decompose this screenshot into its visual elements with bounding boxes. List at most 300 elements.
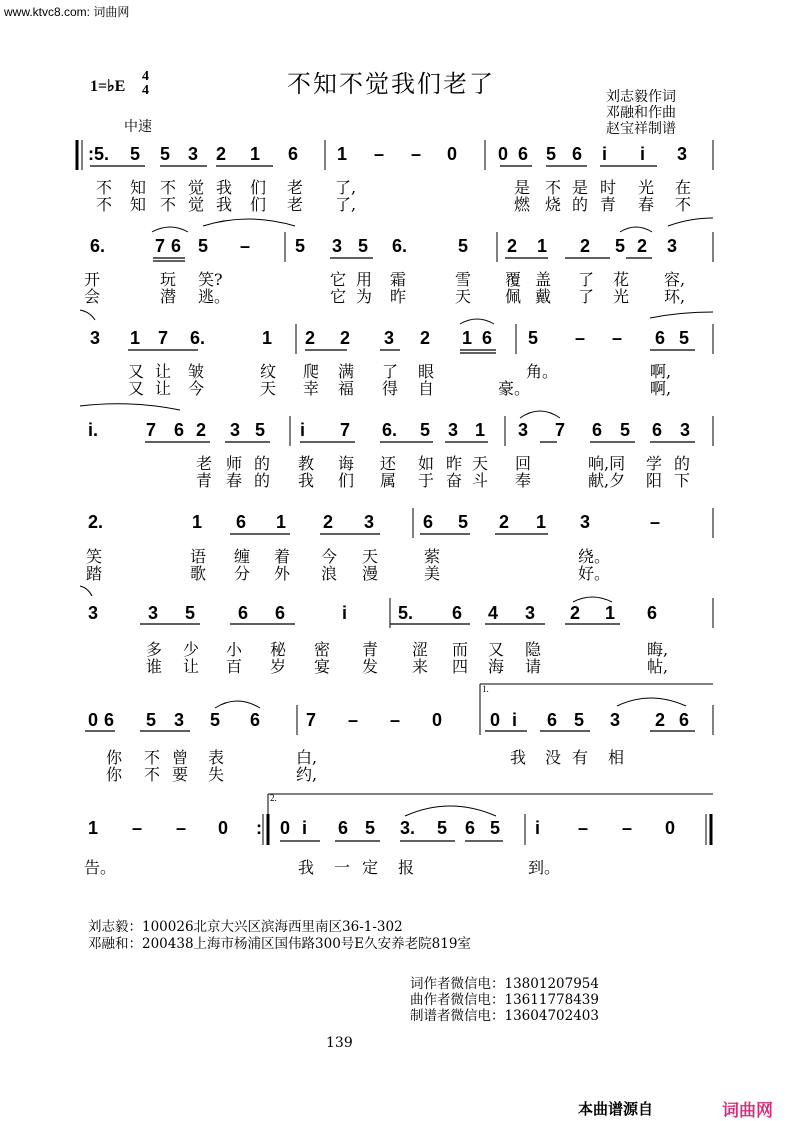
lyric: 下 xyxy=(674,471,691,490)
note: 6 xyxy=(647,603,658,623)
lyric: 雪 xyxy=(455,270,472,289)
lyric: 幸 xyxy=(303,379,320,398)
note: 3 xyxy=(518,420,529,440)
lyric: 请 xyxy=(525,657,542,676)
note: 5 xyxy=(358,236,369,256)
note: 2 xyxy=(655,710,666,730)
lyric: 容, xyxy=(664,270,686,289)
time-sig-numerator: 4 xyxy=(142,69,149,84)
lyric: 盖 xyxy=(535,270,552,289)
lyric: 踏 xyxy=(86,564,103,583)
note: 1 xyxy=(130,328,141,348)
wechat-lyricist: 词作者微信电：13801207954 xyxy=(410,976,599,992)
lyric: 诲 xyxy=(338,454,355,473)
lyric: 不 xyxy=(545,178,562,197)
note: 5 xyxy=(420,420,431,440)
lyric: 要 xyxy=(172,765,189,784)
lyric: 涩 xyxy=(412,640,429,659)
lyricist-credit: 刘志毅作词 xyxy=(606,89,676,105)
lyric: 福 xyxy=(338,379,355,398)
note: 6 xyxy=(275,603,286,623)
lyric: 不 xyxy=(96,178,113,197)
note: 5 xyxy=(490,818,501,838)
lyric: 为 xyxy=(356,287,373,306)
volta-1-label: 1. xyxy=(482,684,489,694)
lyric: 绕。 xyxy=(578,547,611,566)
note: 5 xyxy=(437,818,448,838)
song-title: 不知不觉我们老了 xyxy=(287,70,495,98)
lyric: 着 xyxy=(274,547,291,566)
lyric: 今 xyxy=(188,379,205,398)
lyric: 我 xyxy=(216,195,233,214)
lyric: 我 xyxy=(510,748,527,767)
lyric: 昨 xyxy=(446,454,463,473)
lyric: 了 xyxy=(578,270,595,289)
note: 7 xyxy=(306,710,317,730)
lyric: 响,同 xyxy=(588,454,626,473)
wechat-arranger: 制谱者微信电：13604702403 xyxy=(410,1008,599,1024)
lyric: 白, xyxy=(296,748,318,767)
address-composer: 邓融和：200438上海市杨浦区国伟路300号E久安养老院819室 xyxy=(88,936,471,952)
note: 2 xyxy=(340,328,351,348)
lyric: 的 xyxy=(254,454,271,473)
repeat-dots: : xyxy=(88,144,94,164)
lyric: 定 xyxy=(362,858,379,877)
lyric: 青 xyxy=(600,195,617,214)
lyric: 的 xyxy=(674,454,691,473)
lyric: 光 xyxy=(638,178,655,197)
note: 0 xyxy=(447,144,458,164)
note: i xyxy=(302,818,308,838)
note: 4 xyxy=(488,603,499,623)
lyric: 宴 xyxy=(314,657,331,676)
lyric: 环, xyxy=(664,287,686,306)
note: 3 xyxy=(148,603,159,623)
lyric: 满 xyxy=(338,362,355,381)
lyric: 啊, xyxy=(650,379,672,398)
lyric: 烧 xyxy=(545,195,562,214)
lyric: 青 xyxy=(362,640,379,659)
note: 5 xyxy=(295,236,306,256)
note: 0 xyxy=(665,818,676,838)
note: 5 xyxy=(185,603,196,623)
note: 5 xyxy=(679,328,690,348)
lyric: 时 xyxy=(600,178,617,197)
lyric: 自 xyxy=(418,379,435,398)
note: – xyxy=(575,328,586,348)
lyric: 天 xyxy=(472,454,489,473)
note: 1 xyxy=(276,512,287,532)
lyric: 花 xyxy=(613,270,630,289)
lyric: 献,夕 xyxy=(588,471,626,490)
lyric: 又 xyxy=(488,640,505,659)
note: 6 xyxy=(547,710,558,730)
note: 3 xyxy=(610,710,621,730)
note: 6 xyxy=(482,328,493,348)
note: 1 xyxy=(605,603,616,623)
note: 2 xyxy=(507,236,518,256)
lyric: 会 xyxy=(84,287,101,306)
note: 5 xyxy=(255,420,266,440)
lyric: 奋 xyxy=(446,471,463,490)
lyric: 是 xyxy=(514,178,531,197)
note: 3 xyxy=(680,420,691,440)
lyric: 们 xyxy=(250,178,267,197)
lyric: 如 xyxy=(418,454,435,473)
note: – xyxy=(374,144,385,164)
lyric: 我 xyxy=(298,471,315,490)
lyric: 了, xyxy=(335,178,357,197)
lyric: 了, xyxy=(335,195,357,214)
lyric: 又 xyxy=(128,362,145,381)
lyric: 师 xyxy=(226,454,243,473)
note: 3 xyxy=(525,603,536,623)
note: – xyxy=(390,710,401,730)
note: 6 xyxy=(174,420,185,440)
lyric: 斗 xyxy=(472,471,489,490)
note: 6 xyxy=(238,603,249,623)
note: 1 xyxy=(462,328,473,348)
lyric: 分 xyxy=(234,564,251,583)
lyric: 萦 xyxy=(424,547,441,566)
lyric: 不 xyxy=(96,195,113,214)
note: 6 xyxy=(518,144,529,164)
note: 6. xyxy=(382,420,398,440)
note: 3. xyxy=(400,818,416,838)
note: 6 xyxy=(288,144,299,164)
note: – xyxy=(622,818,633,838)
lyric: 的 xyxy=(572,195,589,214)
note: 2 xyxy=(216,144,227,164)
key-signature: 1=♭E xyxy=(90,78,126,95)
note: 5 xyxy=(458,236,469,256)
note: i xyxy=(512,710,518,730)
lyric: 了 xyxy=(382,362,399,381)
note: 3 xyxy=(667,236,678,256)
lyric: 开 xyxy=(84,270,101,289)
lyric: 光 xyxy=(613,287,630,306)
lyric: 又 xyxy=(128,379,145,398)
lyric: 一 xyxy=(334,858,351,877)
lyric: 奉 xyxy=(515,471,532,490)
lyric: 燃 xyxy=(514,195,531,214)
lyric: 在 xyxy=(675,178,692,197)
lyric: 啊, xyxy=(650,362,672,381)
lyric: 不 xyxy=(675,195,692,214)
lyric: 天 xyxy=(260,379,277,398)
note: 6 xyxy=(592,420,603,440)
note: 2 xyxy=(323,512,334,532)
lyric: 老 xyxy=(196,454,213,473)
note: – xyxy=(578,818,589,838)
note: 7 xyxy=(146,420,157,440)
lyric: 我 xyxy=(216,178,233,197)
lyric: 不 xyxy=(160,195,177,214)
note: 6 xyxy=(236,512,247,532)
lyric: 而 xyxy=(452,640,469,659)
page-number: 139 xyxy=(326,1035,353,1051)
site-header: www.ktvc8.com: 词曲网 xyxy=(4,5,130,19)
note: 3 xyxy=(188,144,199,164)
note: 6 xyxy=(452,603,463,623)
lyric: 阳 xyxy=(646,471,663,490)
lyric: 你 xyxy=(106,765,123,784)
wechat-contacts xyxy=(410,976,599,1024)
lyric: 还 xyxy=(380,454,397,473)
lyric: 豪。 xyxy=(498,379,531,398)
note: 3 xyxy=(174,710,185,730)
note: i xyxy=(602,144,608,164)
note: 5 xyxy=(365,818,376,838)
lyric: 报 xyxy=(398,858,415,877)
lyric: 浪 xyxy=(321,564,338,583)
note: 0 xyxy=(280,818,291,838)
lyric: 不 xyxy=(144,765,161,784)
lyric: 岁 xyxy=(270,657,287,676)
note: 1 xyxy=(88,818,99,838)
note: 6 xyxy=(679,710,690,730)
lyric: 用 xyxy=(356,270,373,289)
note: – xyxy=(176,818,187,838)
repeat-close-dots: : xyxy=(256,818,262,838)
note: 5 xyxy=(198,236,209,256)
lyric: 老 xyxy=(287,195,304,214)
lyric: 霜 xyxy=(390,270,407,289)
lyric: 好。 xyxy=(578,564,611,583)
note: 2 xyxy=(637,236,648,256)
lyric: 今 xyxy=(321,547,338,566)
lyric: 皱 xyxy=(188,362,205,381)
note: 7 xyxy=(340,420,351,440)
note: 6 xyxy=(465,818,476,838)
lyric: 老 xyxy=(287,178,304,197)
lyric: 们 xyxy=(250,195,267,214)
note: 0 xyxy=(218,818,229,838)
lyric: 逃。 xyxy=(198,287,231,306)
lyric: 不 xyxy=(144,748,161,767)
lyric: 你 xyxy=(106,748,123,767)
note: 3 xyxy=(230,420,241,440)
note: – xyxy=(240,236,251,256)
arranger-credit: 赵宝祥制谱 xyxy=(606,121,676,137)
lyric: 昨 xyxy=(390,287,407,306)
lyric: 让 xyxy=(155,379,172,398)
note: 6 xyxy=(652,420,663,440)
note: 2 xyxy=(580,236,591,256)
note: – xyxy=(411,144,422,164)
lyric: 隐 xyxy=(525,640,542,659)
lyric: 让 xyxy=(155,362,172,381)
lyric: 它 xyxy=(330,270,347,289)
note: 5 xyxy=(620,420,631,440)
lyric: 春 xyxy=(638,195,655,214)
time-sig-denominator: 4 xyxy=(142,83,149,98)
lyric: 相 xyxy=(608,748,625,767)
note: i xyxy=(300,420,306,440)
lyric: 语 xyxy=(190,547,207,566)
lyric: 了 xyxy=(578,287,595,306)
lyric: 学 xyxy=(646,454,663,473)
note: 3 xyxy=(677,144,688,164)
note: 6 xyxy=(655,328,666,348)
note: 3 xyxy=(88,603,99,623)
lyric: 得 xyxy=(382,379,399,398)
lyric: 外 xyxy=(274,564,291,583)
lyric: 来 xyxy=(412,657,429,676)
lyric: 少 xyxy=(183,640,200,659)
lyric: 戴 xyxy=(535,287,552,306)
lyric: 天 xyxy=(455,287,472,306)
lyric: 爬 xyxy=(303,362,320,381)
lyric: 有 xyxy=(572,748,589,767)
lyric: 谁 xyxy=(146,657,163,676)
note: 7 xyxy=(155,236,166,256)
lyric: 笑? xyxy=(198,270,223,289)
note: – xyxy=(132,818,143,838)
lyric: 让 xyxy=(183,657,200,676)
lyric: 多 xyxy=(146,640,163,659)
lyric: 漫 xyxy=(362,564,379,583)
footer-source-label: 本曲谱源自 xyxy=(578,1100,654,1118)
note: 1 xyxy=(250,144,261,164)
lyric: 知 xyxy=(130,178,147,197)
lyric: 到。 xyxy=(528,858,561,877)
lyric: 歌 xyxy=(190,564,207,583)
lyric: 青 xyxy=(196,471,213,490)
note: 7 xyxy=(158,328,169,348)
lyric: 它 xyxy=(330,287,347,306)
lyric: 属 xyxy=(380,471,397,490)
note: 5 xyxy=(210,710,221,730)
note: 5. xyxy=(94,144,110,164)
lyric: 纹 xyxy=(260,362,277,381)
address-lyricist: 刘志毅：100026北京大兴区滨海西里南区36-1-302 xyxy=(88,919,403,935)
lyric: 玩 xyxy=(160,270,177,289)
lyric: 曾 xyxy=(172,748,189,767)
note: 3 xyxy=(580,512,591,532)
lyric: 小 xyxy=(226,640,243,659)
note: 5. xyxy=(398,603,414,623)
note: 6 xyxy=(338,818,349,838)
note: 1 xyxy=(475,420,486,440)
wechat-composer: 曲作者微信电：13611778439 xyxy=(410,992,599,1008)
lyric: 告。 xyxy=(84,858,117,877)
note: 2 xyxy=(570,603,581,623)
lyric: 海 xyxy=(488,657,505,676)
note: – xyxy=(650,512,661,532)
lyric: 觉 xyxy=(188,195,205,214)
lyric: 角。 xyxy=(526,362,559,381)
note: 6 xyxy=(250,710,261,730)
lyric: 表 xyxy=(208,748,225,767)
lyric: 于 xyxy=(418,471,435,490)
note: 2 xyxy=(420,328,431,348)
lyric: 失 xyxy=(208,765,225,784)
note: 6 xyxy=(572,144,583,164)
tempo-marking: 中速 xyxy=(124,119,152,135)
lyric: 春 xyxy=(226,471,243,490)
note: 2 xyxy=(305,328,316,348)
lyric: 我 xyxy=(298,858,315,877)
note: 3 xyxy=(90,328,101,348)
note: 6 xyxy=(171,236,182,256)
note: 2. xyxy=(88,512,104,532)
lyric: 佩 xyxy=(505,287,522,306)
note: 1 xyxy=(537,236,548,256)
note: 3 xyxy=(384,328,395,348)
lyric: 密 xyxy=(314,640,331,659)
lyric: 缠 xyxy=(234,547,251,566)
lyric: 眼 xyxy=(418,362,435,381)
note: 6. xyxy=(190,328,206,348)
lyric: 没 xyxy=(545,748,562,767)
note: 1 xyxy=(262,328,273,348)
note: 6 xyxy=(104,710,115,730)
footer-site-logo[interactable]: 词曲网 xyxy=(722,1101,773,1121)
lyric: 回 xyxy=(515,454,532,473)
note: i xyxy=(535,818,541,838)
composer-credit: 邓融和作曲 xyxy=(606,105,676,121)
lyric: 发 xyxy=(362,657,379,676)
note: 5 xyxy=(146,710,157,730)
note: 5 xyxy=(546,144,557,164)
note: 5 xyxy=(458,512,469,532)
note: 6 xyxy=(423,512,434,532)
note: 6. xyxy=(90,236,106,256)
note: 5 xyxy=(130,144,141,164)
lyric: 笑 xyxy=(86,547,103,566)
lyric: 的 xyxy=(254,471,271,490)
note: 1 xyxy=(536,512,547,532)
lyric: 知 xyxy=(130,195,147,214)
note: – xyxy=(348,710,359,730)
note: 2 xyxy=(196,420,207,440)
note: i. xyxy=(88,420,99,440)
lyric: 约, xyxy=(296,765,318,784)
lyric: 晦, xyxy=(647,640,669,659)
lyric: 觉 xyxy=(188,178,205,197)
note: 0 xyxy=(498,144,509,164)
note: 5 xyxy=(160,144,171,164)
note: 3 xyxy=(448,420,459,440)
lyric: 四 xyxy=(452,657,469,676)
lyric: 不 xyxy=(160,178,177,197)
note: 7 xyxy=(555,420,566,440)
note: 5 xyxy=(615,236,626,256)
lyric: 教 xyxy=(298,454,315,473)
note: 3 xyxy=(332,236,343,256)
note: 1 xyxy=(337,144,348,164)
note: 3 xyxy=(364,512,375,532)
note: 1 xyxy=(192,512,203,532)
note: – xyxy=(612,328,623,348)
lyric: 帖, xyxy=(647,657,669,676)
note: 6. xyxy=(392,236,408,256)
lyric: 覆 xyxy=(505,270,522,289)
note: 2 xyxy=(499,512,510,532)
lyric: 潜 xyxy=(160,287,177,306)
lyric: 美 xyxy=(424,564,441,583)
note: i xyxy=(342,603,348,623)
lyric: 们 xyxy=(338,471,355,490)
lyric: 是 xyxy=(572,178,589,197)
note: 5 xyxy=(574,710,585,730)
note: 0 xyxy=(490,710,501,730)
note: 0 xyxy=(88,710,99,730)
note: 0 xyxy=(432,710,443,730)
lyric: 秘 xyxy=(270,640,287,659)
lyric: 百 xyxy=(226,657,243,676)
